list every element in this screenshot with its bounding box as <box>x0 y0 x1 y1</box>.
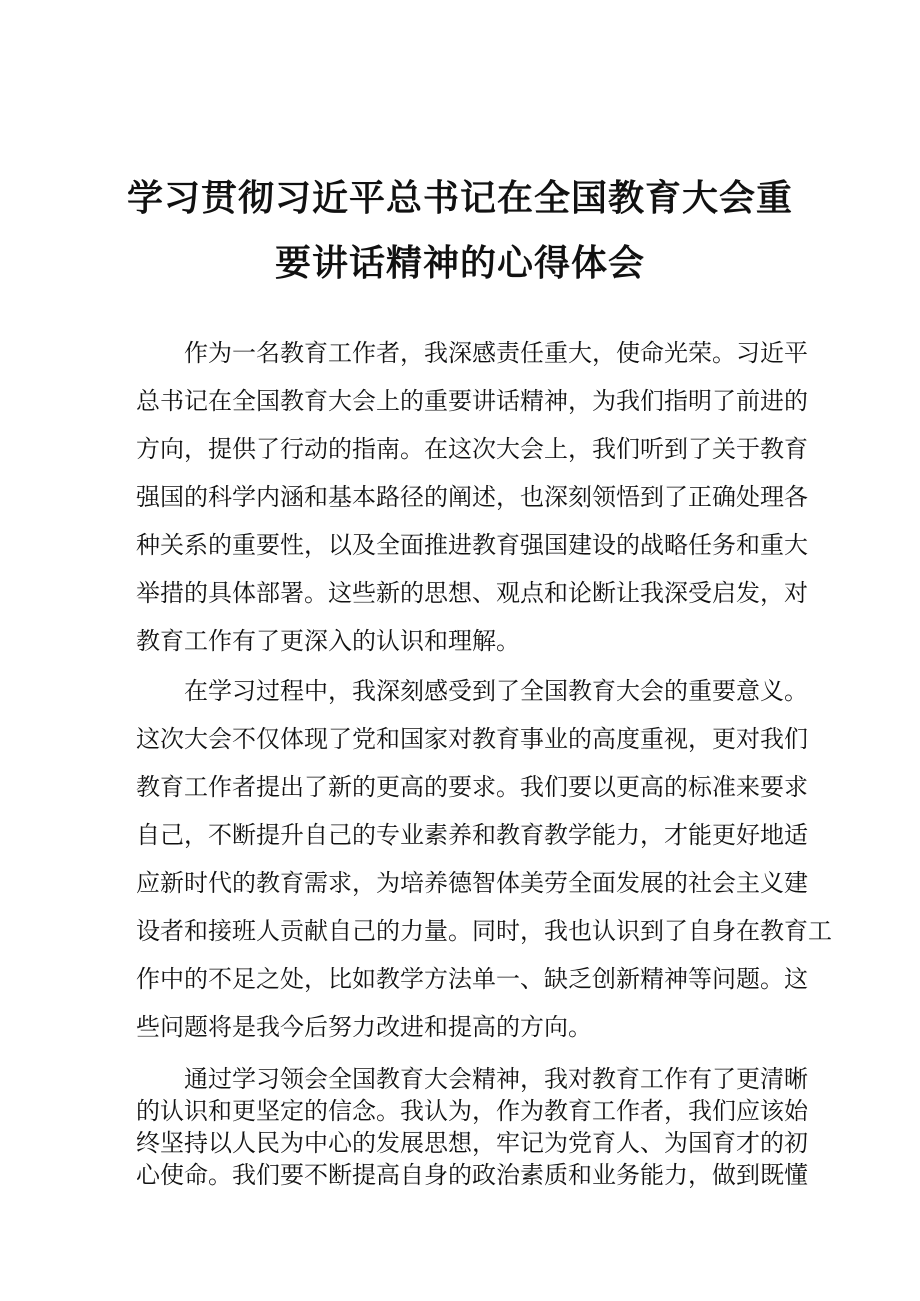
paragraph-1-line-5: 种关系的重要性，以及全面推进教育强国建设的战略任务和重大 <box>136 531 808 559</box>
paragraph-1-line-3: 方向，提供了行动的指南。在这次大会上，我们听到了关于教育 <box>136 435 808 463</box>
paragraph-1-line-2: 总书记在全国教育大会上的重要讲话精神，为我们指明了前进的 <box>136 387 808 415</box>
paragraph-2-line-6: 设者和接班人贡献自己的力量。同时，我也认识到了自身在教育工 <box>136 917 832 945</box>
paragraph-3-line-1: 通过学习领会全国教育大会精神，我对教育工作有了更清晰 <box>184 1065 808 1093</box>
paragraph-2-line-8: 些问题将是我今后努力改进和提高的方向。 <box>136 1013 592 1041</box>
paragraph-3-line-4: 心使命。我们要不断提高自身的政治素质和业务能力，做到既懂 <box>136 1161 808 1189</box>
paragraph-3-line-2: 的认识和更坚定的信念。我认为，作为教育工作者，我们应该始 <box>136 1097 808 1125</box>
paragraph-2-line-5: 应新时代的教育需求，为培养德智体美劳全面发展的社会主义建 <box>136 869 808 897</box>
paragraph-1-line-6: 举措的具体部署。这些新的思想、观点和论断让我深受启发，对 <box>136 579 808 607</box>
title-line-1: 学习贯彻习近平总书记在全国教育大会重 <box>126 178 793 219</box>
paragraph-2-line-1: 在学习过程中，我深刻感受到了全国教育大会的重要意义。 <box>184 677 808 705</box>
paragraph-1-line-1: 作为一名教育工作者，我深感责任重大，使命光荣。习近平 <box>184 339 808 367</box>
paragraph-3-line-3: 终坚持以人民为中心的发展思想，牢记为党育人、为国育才的初 <box>136 1129 808 1157</box>
paragraph-1-line-4: 强国的科学内涵和基本路径的阐述，也深刻领悟到了正确处理各 <box>136 483 808 511</box>
paragraph-1-line-7: 教育工作有了更深入的认识和理解。 <box>136 627 520 655</box>
title-line-2: 要讲话精神的心得体会 <box>274 243 645 284</box>
paragraph-2-line-2: 这次大会不仅体现了党和国家对教育事业的高度重视，更对我们 <box>136 725 808 753</box>
paragraph-2-line-7: 作中的不足之处，比如教学方法单一、缺乏创新精神等问题。这 <box>136 965 808 993</box>
paragraph-2-line-4: 自己，不断提升自己的专业素养和教育教学能力，才能更好地适 <box>136 821 808 849</box>
paragraph-2-line-3: 教育工作者提出了新的更高的要求。我们要以更高的标准来要求 <box>136 773 808 801</box>
